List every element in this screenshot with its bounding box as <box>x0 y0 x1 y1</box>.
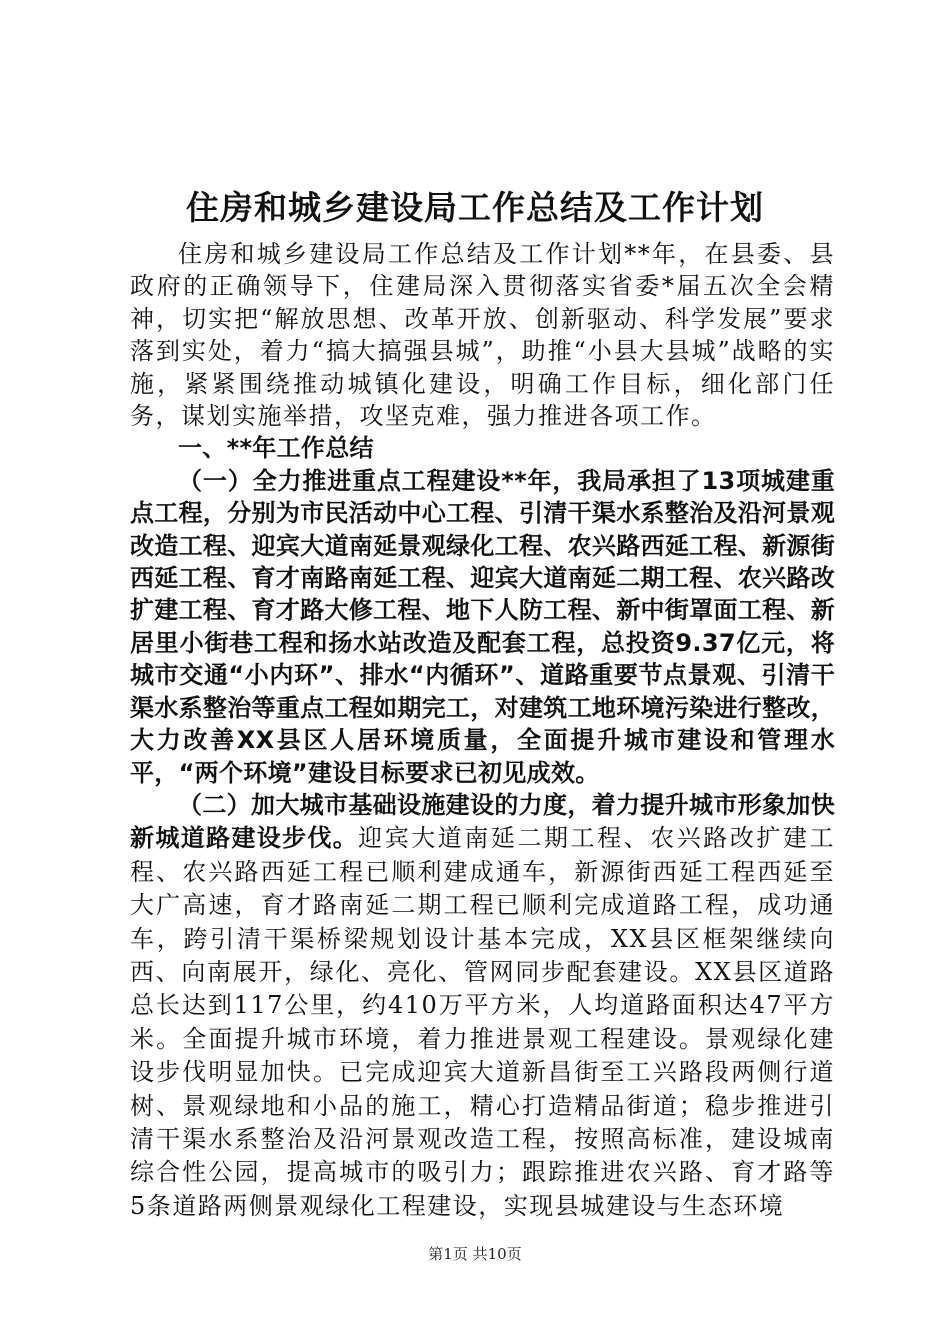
item-2-paragraph <box>130 789 835 1223</box>
section-heading: 一、**年工作总结 <box>178 434 374 463</box>
item-2-body: 迎宾大道南延二期工程、农兴路改扩建工程、农兴路西延工程已顺利建成通车，新源街西延工程西延至大广高速，育才路南延二期工程已顺利完成道路工程，成功通车，跨引清干渠桥梁规划设计基本完成，XX县区框架继续向西、向南展开，绿化、亮化、管网同步配套建设。XX县区道路总长达到117公里，约410万平方米，人均道路面积达47平方米。全面提升城市环境，着力推进景观工程建设。景观绿化建设步伐明显加快。已完成迎宾大道新昌街至工兴路段两侧行道树、景观绿地和小品的施工，精心打造精品街道；稳步推进引清干渠水系整治及沿河景观改造工程，按照高标准，建设城南综合性公园，提高城市的吸引力；跟踪推进农兴路、育才路等5条道路两侧景观绿化工程建设，实现县城建设与生态环境 <box>130 824 836 1220</box>
item-1-paragraph: （一）全力推进重点工程建设**年，我局承担了13项城建重点工程，分别为市民活动中心工程、引清干渠水系整治及沿河景观改造工程、迎宾大道南延景观绿化工程、农兴路西延工程、新源街西延工程、育才南路南延工程、迎宾大道南延二期工程、农兴路改扩建工程、育才路大修工程、地下人防工程、新中街罩面工程、新居里小街巷工程和扬水站改造及配套工程，总投资9.37亿元，将城市交通“小内环”、排水“内循环”、道路重要节点景观、引清干渠水系整治等重点工程如期完工，对建筑工地环境污染进行整改，大力改善XX县区人居环境质量，全面提升城市建设和管理水平，“两个环境”建设目标要求已初见成效。 <box>130 466 835 787</box>
intro-paragraph: 住房和城乡建设局工作总结及工作计划**年，在县委、县政府的正确领导下，住建局深入贯彻落实省委*届五次全会精神，切实把“解放思想、改革开放、创新驱动、科学发展”要求落到实处，着力“搞大搞强县城”，助推“小县大县城”战略的实施，紧紧围绕推动城镇化建设，明确工作目标，细化部门任务，谋划实施举措，攻坚克难，强力推进各项工作。 <box>130 240 835 431</box>
item-2-heading: （二）加大城市基础设施建设的力度，着力提升城市形象加快新城道路建设步伐。 <box>130 790 835 853</box>
document-body <box>130 238 835 1223</box>
page-footer: 第1页 共10页 <box>428 1245 522 1263</box>
document-title: 住房和城乡建设局工作总结及工作计划 <box>186 188 764 227</box>
